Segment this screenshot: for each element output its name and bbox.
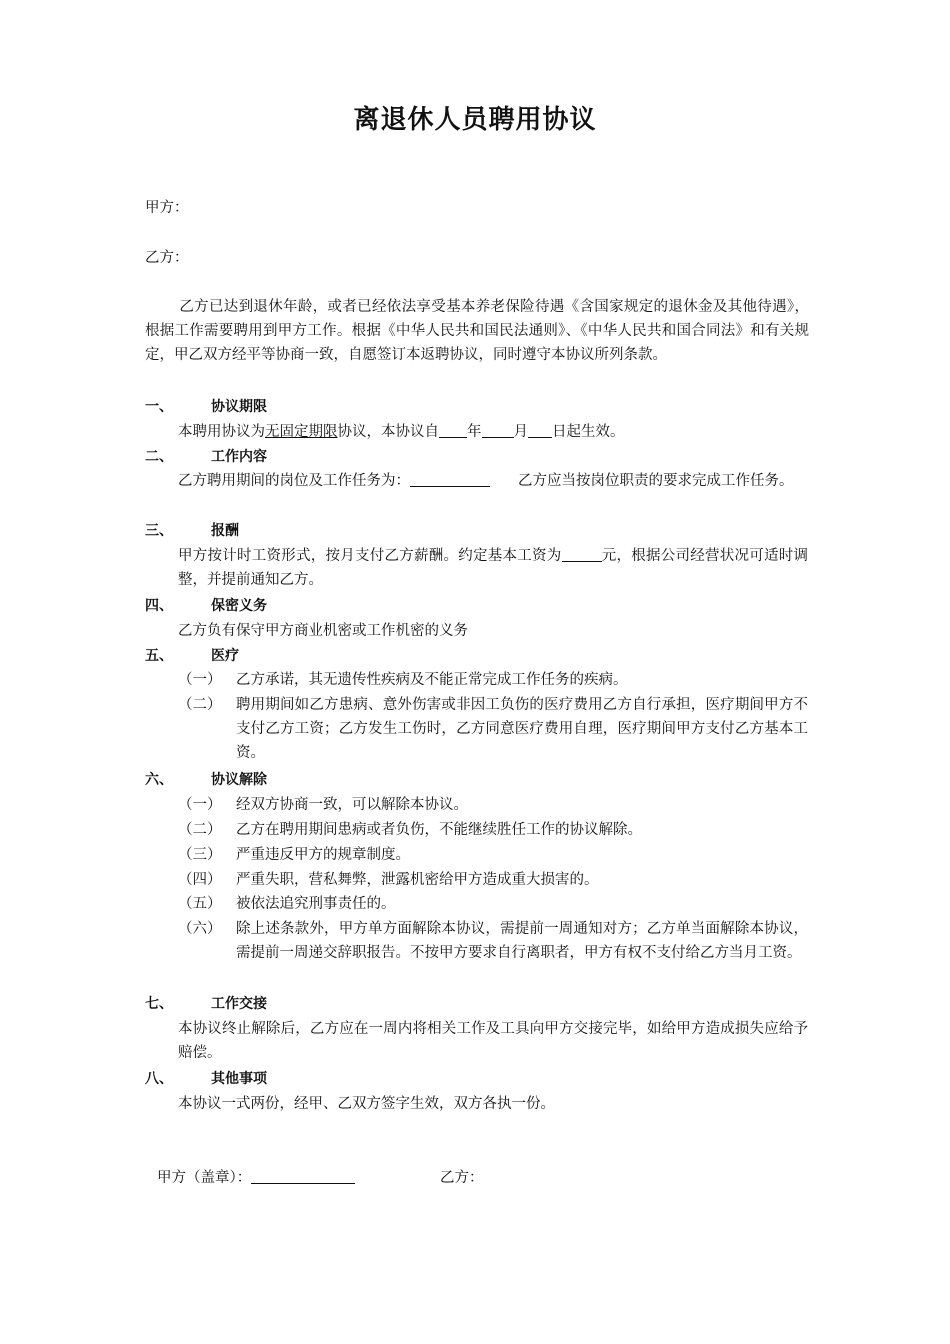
section-6-heading: 六、 协议解除 (145, 772, 267, 788)
section-6-item-5: （五） 被依法追究刑事责任的。 (178, 896, 396, 912)
document-title: 离退休人员聘用协议 (353, 105, 597, 135)
section-1-body: 本聘用协议为无固定期限协议，本协议自 年 月 日起生效。 (178, 420, 808, 444)
section-3-heading: 三、 报酬 (145, 523, 239, 539)
salary-blank[interactable] (562, 544, 602, 562)
section-2-heading: 二、 工作内容 (145, 449, 267, 465)
position-blank[interactable] (410, 469, 490, 487)
section-6-item-6: （六） 除上述条款外，甲方单方面解除本协议，需提前一周通知对方；乙方单当面解除本协议，需提前一周递交辞职报告。不按甲方要求自行离职者，甲方有权不支付给乙方当月工资。 (178, 921, 808, 961)
section-5-heading: 五、 医疗 (145, 648, 239, 664)
year-blank[interactable] (439, 420, 467, 438)
section-4-body: 乙方负有保守甲方商业机密或工作机密的义务 (178, 623, 468, 639)
party-b-line: 乙方： (145, 250, 189, 266)
party-a-line: 甲方： (145, 200, 189, 216)
section-8-heading: 八、 其他事项 (145, 1071, 267, 1087)
section-7-heading: 七、 工作交接 (145, 996, 267, 1012)
party-a-signature: 甲方（盖章）： (157, 1166, 355, 1190)
section-5-item-1: （一） 乙方承诺，其无遗传性疾病及不能正常完成工作任务的疾病。 (178, 672, 628, 688)
section-8-body: 本协议一式两份，经甲、乙双方签字生效，双方各执一份。 (178, 1096, 555, 1112)
party-a-seal-blank[interactable] (251, 1166, 355, 1184)
section-6-item-3: （三） 严重违反甲方的规章制度。 (178, 847, 410, 863)
month-blank[interactable] (482, 420, 514, 438)
section-7-body: 本协议终止解除后，乙方应在一周内将相关工作及工具向甲方交接完毕，如给甲方造成损失应给予赔偿。 (178, 1021, 808, 1061)
section-2-body: 乙方聘用期间的岗位及工作任务为： 乙方应当按岗位职责的要求完成工作任务。 (178, 469, 808, 493)
section-3-body: 甲方按计时工资形式，按月支付乙方薪酬。约定基本工资为 元，根据公司经营状况可适时调整，并提前通知乙方。 (178, 544, 808, 592)
section-6-item-2: （二） 乙方在聘用期间患病或者负伤，不能继续胜任工作的协议解除。 (178, 822, 642, 838)
section-1-heading: 一、 协议期限 (145, 399, 267, 415)
section-5-item-2: （二） 聘用期间如乙方患病、意外伤害或非因工负伤的医疗费用乙方自行承担，医疗期间甲方不支付乙方工资；乙方发生工伤时，乙方同意医疗费用自理，医疗期间甲方支付乙方基本工资。 (178, 697, 808, 761)
party-b-signature: 乙方： (440, 1170, 484, 1186)
section-6-item-4: （四） 严重失职，营私舞弊，泄露机密给甲方造成重大损害的。 (178, 872, 599, 888)
intro-paragraph: 乙方已达到退休年龄，或者已经依法享受基本养老保险待遇《含国家规定的退休金及其他待遇》，根据工作需要聘用到甲方工作。根据《中华人民共和国民法通则》、《中华人民共和国合同法》和有关规定，甲乙双方经平等协商一致，自愿签订本返聘协议，同时遵守本协议所列条款。 (145, 299, 809, 363)
section-6-item-1: （一） 经双方协商一致，可以解除本协议。 (178, 797, 468, 813)
section-4-heading: 四、 保密义务 (145, 598, 267, 614)
day-blank[interactable] (528, 420, 552, 438)
